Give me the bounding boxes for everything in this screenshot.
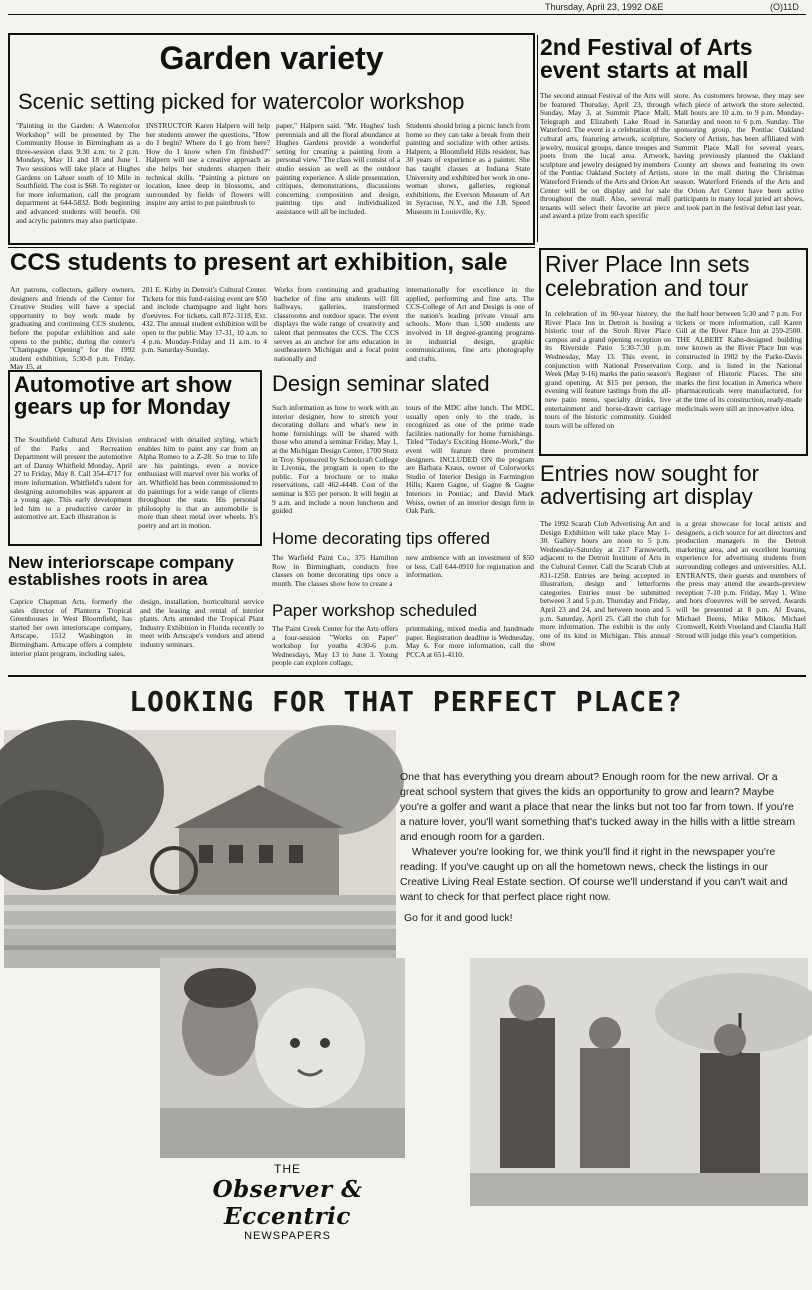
ccs-col-4: internationally for excellence in the applied, performing and fine arts. The CCS-College of Art and Design is one of the nation's leading private visual arts schools. More than 1,500 students are involved in 18 degree-granting programs in industrial design, graphic communications, fine arts photography and crafts. <box>406 285 534 363</box>
entries-headline: Entries now sought for advertising art display <box>540 461 759 510</box>
interiorscape-headline: New interiorscape company establishes roots in area <box>8 553 234 590</box>
paper-headline: Paper workshop scheduled <box>272 601 478 620</box>
entries-col-1: The 1992 Scarab Club Advertising Art and Design Exhibition will take place May 1-30. Gallery hours are noon to 5 p.m. Wednesday-Saturday at 217 Farnsworth, adjacent to the Detroit Institute of Arts in the Cultural Center. Call the Scarab Club at 831-1250. Entries are being accepted in illustration, design and letterforms categories. Entries must be submitted between 3 and 5 p.m. Thursday and Friday, April 23 and 24, and between noon and 5 p.m. Saturday, April 25. Call the club for more information. The exhibit is the only one of its kind in Michigan. This annual show <box>540 519 670 649</box>
landscape-photo <box>4 730 396 968</box>
umbrella-photo <box>470 958 808 1206</box>
garden-col-1: "Painting in the Garden: A Watercolor Workshop" will be presented by The Community House in Birmingham as a three-session class 9:30 a.m. to 2 p.m. Mondays, May 11 and 18 and June 1. Two sessions will take place at Hughes Gardens on Lahser south of 10 Mile in Southfield. The cost is $68. To register or for more information, call the program department at 644-5832. Both beginning and advanced students will benefit. Oil and acrylic painters may also participate. <box>16 121 140 225</box>
ccs-headline: CCS students to present art exhibition, sale <box>10 249 508 276</box>
river-col-2: the half hour between 5:30 and 7 p.m. For tickets or more information, call Karen Gill at the River Place Inn at 259-2500. THE ALBERT Kahn-designed building now known as the River Place Inn was constructed in 1902 by the Parke-Davis Corp. and is listed in the National Register of Historic Places. The site marks the first location in America where pharmaceuticals were manufactured, for at the time of its construction, ready-made medicinals were still an innovative idea. <box>676 309 802 413</box>
garden-subhead: Scenic setting picked for watercolor workshop <box>18 89 465 114</box>
paper-col-2: printmaking, mixed media and handmade paper. Registration deadline is Wednesday, May 6. For more information, call the PCCA at 651-4110. <box>406 624 534 659</box>
homedec-col-2: new ambience with an investment of $50 or less. Call 644-0910 for registration and information. <box>406 553 534 580</box>
festival-headline: 2nd Festival of Arts event starts at mall <box>540 34 753 84</box>
garden-col-2: INSTRUCTOR Karen Halpern will help her students answer the questions, "How do I begin? Where do I go from here? How do I know when I'm finished?" Halpern will use a creative approach as she helps her students sharpen their technical skills. "Painting a picture on location, knee deep in blossoms, and surrounded by fields of flowers will inspire any artist to put paintbrush to <box>146 121 270 208</box>
logo-name: Observer & Eccentric <box>212 1176 363 1230</box>
auto-col-1: The Southfield Cultural Arts Division of the Parks and Recreation Department will present the automotive art of Danny Whitfield Monday, April 27 to Friday, May 8. Call 354-4717 for more information. Whitfield's talent for designing automobiles was apparent at a young age. This early development led him to a productive career in automotive art. Each illustration is <box>14 435 132 522</box>
ad-body <box>400 770 800 926</box>
garden-col-4: Students should bring a picnic lunch from home so they can take a break from their painting and socialize with other artists. Halpern, a Bloomfield Hills resident, has 30 years of experience as a painter. She has taught classes at Indiana State University and exhibited her work in one-woman shows, galleries, regional exhibitions, the Everson Museum of Art in Syracuse, N.Y., and the J.B. Speed Museum in Louisville, Ky. <box>406 121 530 216</box>
design-col-2: tours of the MDC after lunch. The MDC, usually open only to the trade, is recognized as one of the prime trade facilities nationally for home furnishings. Titled "Today's Exciting Home-Work," the event will feature three prominent designers. INCLUDED ON the program are Barbara Kraus, owner of Colorworks Studio of Interior Design in Farmington Hills; Karen Gagne, of Gagne & Gagne Interiors in Pontiac; and David Mark Weiss, owner of an interior design firm in Oak Park. <box>406 403 534 516</box>
ccs-col-3: Works from continuing and graduating bachelor of fine arts students will fill hallways, galleries, transformed classrooms and outdoor space. The event displays the wide range of creativity and talent that permeates the CCS. The CCS serves as an anchor for arts education in southeastern Michigan and a focal point nationally and <box>274 285 399 363</box>
newspaper-logo <box>160 1162 415 1242</box>
logo-the: THE <box>274 1162 301 1176</box>
logo-newspapers: NEWSPAPERS <box>244 1230 331 1242</box>
homedec-headline: Home decorating tips offered <box>272 529 490 548</box>
interiorscape-col-2: design, installation, horticultural service and the leasing and rental of interior plants. Arts attended the Tropical Plant Industry Exhibition in Florida recently to meet with Artscape's vendors and attend industry seminars. <box>140 597 264 649</box>
river-headline: River Place Inn sets celebration and tour <box>545 251 750 302</box>
ccs-col-1: Art patrons, collectors, gallery owners, designers and friends of the Center for Creative Studies will have a special opportunity to buy work made by graduating and continuing CCS students, before the popular exhibition and sale opens to the public, during the center's "Champagne Opening" for the 1992 student exhibition, 5:30-8 p.m. Friday, May 15, at <box>10 285 135 372</box>
river-col-1: In celebration of its 90-year history, the River Place Inn in Detroit is hosting a historic tour of the Stroh River Place campus and a grand opening reception on its Riverside Patio 5:30-7:30 p.m. Wednesday, May 13. This event, in conjunction with National Preservation Week (May 9-16) marks the patio season's grand opening. At $15 per person, the evening will feature tastings from the all-new patio menu, specialty drinks, live entertainment and horse-drawn carriage tours of the historic community. Guided tours will be offered on <box>545 309 671 430</box>
design-headline: Design seminar slated <box>272 371 490 396</box>
ccs-col-2: 201 E. Kirby in Detroit's Cultural Center. Tickets for this fund-raising event are $50 and include champagne and light hors d'oeuvres. For tickets, call 872-3118, Ext. 432. The annual student exhibition will be open to the public May 17-31, 10 a.m. to 4 p.m. Monday-Friday and 11 a.m. to 4 p.m. Saturday-Sunday. <box>142 285 267 355</box>
ad-body-paragraph-1: One that has everything you dream about? Enough room for the new arrival. Or a great school system that gives the kids an opportunity to grow and learn? Maybe you're a golfer and want a place that near the links but not too far from town. If you're a nature lover, you'll want something that's tucked away in the hills with a little stream and enough room for a garden. <box>400 771 796 843</box>
ad-headline: LOOKING FOR THAT PERFECT PLACE? <box>129 685 683 718</box>
top-rule <box>8 14 806 15</box>
entries-col-2: is a great showcase for local artists and designers, a rich source for art directors and production managers in the Detroit marketing area, and an excellent learning experience for advertising students from surrounding colleges and universities. ALL ENTRANTS, their guests and members of the press may attend the awards-preview reception 7-10 p.m. Friday, May 1. Wine and hors d'oeuvres will be served. Awards will be presented at 8 p.m. Al Evans, Michael Beens, Mike Mikos, Michael Cromwell, Keith Vreeland and Claudia Hall Stroud will judge this year's competition. <box>676 519 806 640</box>
family-photo <box>160 958 405 1158</box>
homedec-col-1: The Warfield Paint Co., 375 Hamilton Row in Birmingham, conducts free classes on home decorating tips once a month. The classes show how to create a <box>272 553 398 588</box>
festival-col-2: store. As customers browse, they may see which piece of artwork the store selected. Mall hours are 10 a.m. to 9 p.m. Monday-Saturday and noon to 6 p.m. Sunday. The sponsoring group, the Pontiac Oakland Society of Artists, has been affiliated with Summit Place Mall for several years, having previously planned the Oakland County art shows and featuring its own store in the mall during the Christmas season. Waterford Friends of the Arts and the Orion Art Center have been active participants in many local juried art shows, and took part in the festival debut last year. <box>674 91 804 212</box>
design-col-1: Such information as how to work with an interior designer, how to stretch your decorating dollars and what's new in home furnishings will be shared with those who attend a seminar Friday, May 1, at the Michigan Design Center, 1700 Stutz in Troy. Sponsored by Schoolcraft College in Livonia, the program is open to the public. For a brochure or to make reservations, call 462-4448. Cost of the seminar is $55 per person. It will begin at 9 a.m. and include a noon luncheon and guided <box>272 403 398 516</box>
paper-col-1: The Paint Creek Center for the Arts offers a four-session "Works on Paper" workshop for youths 4:30-6 p.m. Wednesdays, May 13 to June 3. Young people can explore collage, <box>272 624 398 668</box>
folio-date: Thursday, April 23, 1992 O&E <box>545 2 664 12</box>
interiorscape-col-1: Caprice Chapman Arts, formerly the sales director of Planterra Tropical Greenhouses in West Bloomfield, has started her own interiorscape company, Artscape, 1512 Washington in Birmingham. Artscape offers a complete interior plant program, including sales, <box>10 597 132 658</box>
section-rule <box>8 247 535 248</box>
auto-col-2: embraced with detailed styling, which enables him to paint any car from an Alpha Romeo to a Z-28. So true to life are his paintings, even a novice enthusiast will marvel over his works of art. Whitfield has been commissioned to do paintings for a wide range of clients throughout the state. His personal philosophy is that an automobile is more than sheet metal over wheels. It's poetry and art in motion. <box>138 435 258 530</box>
folio-page: (O)11D <box>770 2 799 12</box>
ad-divider-rule <box>8 675 806 677</box>
column-rule <box>537 35 538 242</box>
ad-body-paragraph-3: Go for it and good luck! <box>404 912 513 924</box>
ad-body-paragraph-2: Whatever you're looking for, we think you'll find it right in the newspaper you're reading. If you've caught up on all the hometown news, check the listings in our Creative Living Real Estate section. Of course we'll understand if you can't wait and want to check for that perfect place right now. <box>400 846 788 903</box>
garden-headline: Garden variety <box>159 40 384 76</box>
garden-col-3: paper," Halpern said. "Mr. Hughes' lush perennials and all the floral abundance at Hughes Gardens provide a wonderful setting for creating a painting from a personal view." The class will consist of a studio session as well as the outdoor painting experience. A slide presentation, critiques, demonstrations, discussions concerning composition and design, painting tips and individualized assistance will all be included. <box>276 121 400 216</box>
festival-col-1: The second annual Festival of the Arts will be featured Thursday, April 23, through Sunday, May 3, at Summit Place Mall, Telegraph and Elizabeth Lake Road in Waterford. The event is a celebration of the cultural arts, featuring artwork, sculpture, jewelry, musical groups, dance troupes and poets from the local area. Artwork, sculpture and jewelry designed by members of the Pontiac Oakland Society of Artists, Waterford Friends of the Arts and Orion Art Center will be on display and for sale throughout the mall. Also, several mall tenants will select their favorite art piece and award a prize from each specific <box>540 91 670 221</box>
auto-headline: Automotive art show gears up for Monday <box>14 372 232 420</box>
